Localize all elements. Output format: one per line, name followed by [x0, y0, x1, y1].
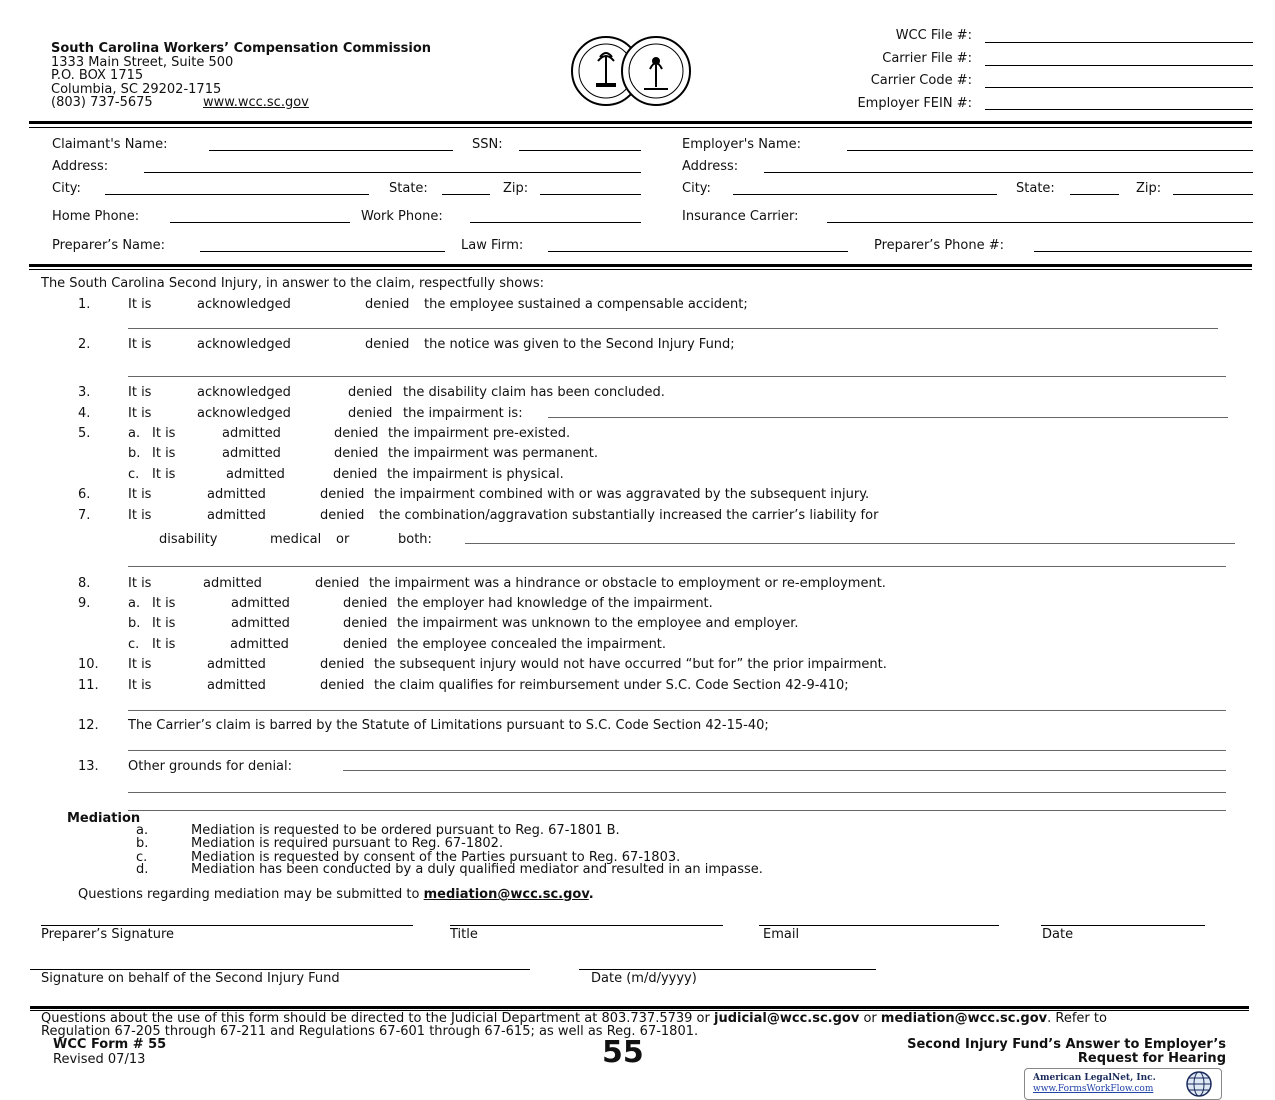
item-sub-letter: a.	[128, 596, 141, 611]
employer-state-field[interactable]	[1070, 194, 1119, 195]
claimant-address-field[interactable]	[144, 172, 641, 173]
other-grounds-field-2[interactable]	[128, 792, 1226, 793]
item-denied-option[interactable]: denied	[343, 616, 388, 631]
ssn-label: SSN:	[472, 137, 503, 152]
footer-divider	[30, 1006, 1249, 1009]
date-line[interactable]	[1041, 925, 1205, 926]
item-1-explanation-field[interactable]	[128, 328, 1218, 329]
footer-questions-prefix: Questions about the use of this form should be directed to the Judicial Department at 803.737.5739 or	[41, 1011, 710, 1026]
item-admitted-option[interactable]: admitted	[226, 467, 285, 482]
claimant-address-label: Address:	[52, 159, 109, 174]
item-it-is: It is	[152, 426, 176, 441]
item-text: the impairment is physical.	[387, 467, 564, 482]
employer-fein-field[interactable]	[985, 109, 1253, 110]
law-firm-label: Law Firm:	[461, 238, 524, 253]
item-text: the notice was given to the Second Injury Fund;	[424, 337, 735, 352]
claimant-name-field[interactable]	[209, 150, 453, 151]
org-name: South Carolina Workers’ Compensation Commission	[51, 41, 432, 56]
item-denied-option[interactable]: denied	[343, 637, 388, 652]
item-it-is: It is	[128, 337, 152, 352]
work-phone-label: Work Phone:	[361, 209, 443, 224]
item-acknowledged-option[interactable]: acknowledged	[197, 297, 291, 312]
other-grounds-field[interactable]	[343, 770, 1226, 771]
employer-address-label: Address:	[682, 159, 739, 174]
title-line[interactable]	[450, 925, 723, 926]
item-denied-option[interactable]: denied	[320, 508, 365, 523]
preparer-phone-label: Preparer’s Phone #:	[874, 238, 1004, 253]
item-number: 5.	[78, 426, 91, 441]
preparer-name-label: Preparer’s Name:	[52, 238, 166, 253]
header-divider	[29, 121, 1252, 124]
mediation-questions-prefix: Questions regarding mediation may be submitted to	[78, 887, 420, 902]
item-admitted-option[interactable]: admitted	[207, 678, 266, 693]
claimant-name-label: Claimant's Name:	[52, 137, 168, 152]
item-number: 7.	[78, 508, 91, 523]
insurance-carrier-label: Insurance Carrier:	[682, 209, 799, 224]
item-admitted-option[interactable]: admitted	[207, 487, 266, 502]
title-label: Title	[450, 927, 478, 942]
fund-date-label: Date (m/d/yyyy)	[591, 971, 697, 986]
globe-icon	[1183, 1070, 1215, 1098]
medical-option[interactable]: medical	[270, 532, 322, 547]
footer-mediation-email-link[interactable]: mediation@wcc.sc.gov	[880, 1011, 1048, 1026]
item-number: 4.	[78, 406, 91, 421]
item-admitted-option[interactable]: admitted	[222, 446, 281, 461]
mediation-option-letter: a.	[136, 823, 149, 838]
claimant-zip-field[interactable]	[540, 194, 641, 195]
item-admitted-option[interactable]: admitted	[231, 596, 290, 611]
item-denied-option[interactable]: denied	[348, 406, 393, 421]
item-text: the disability claim has been concluded.	[403, 385, 665, 400]
home-phone-label: Home Phone:	[52, 209, 140, 224]
form-title-line1: Second Injury Fund’s Answer to Employer’s	[907, 1037, 1226, 1052]
item-admitted-option[interactable]: admitted	[231, 616, 290, 631]
org-address-line1: 1333 Main Street, Suite 500	[51, 55, 234, 70]
item-13-text: Other grounds for denial:	[128, 759, 293, 774]
item-denied-option[interactable]: denied	[334, 446, 379, 461]
item-number: 12.	[78, 718, 99, 733]
mediation-questions	[78, 887, 594, 902]
preparer-signature-label: Preparer’s Signature	[41, 927, 175, 942]
item-it-is: It is	[128, 657, 152, 672]
item-it-is: It is	[128, 406, 152, 421]
item-11-explanation-field[interactable]	[128, 710, 1226, 711]
item-text: the impairment is:	[403, 406, 523, 421]
impairment-field[interactable]	[548, 417, 1228, 418]
mediation-option-b[interactable]: Mediation is required pursuant to Reg. 67-1802.	[191, 836, 504, 851]
item-it-is: It is	[128, 487, 152, 502]
email-label: Email	[763, 927, 800, 942]
email-line[interactable]	[759, 925, 999, 926]
insurance-carrier-field[interactable]	[827, 222, 1253, 223]
law-firm-field[interactable]	[548, 251, 848, 252]
employer-fein-label: Employer FEIN #:	[857, 96, 972, 111]
item-12-text: The Carrier’s claim is barred by the Statute of Limitations pursuant to S.C. Code Section 42-15-40;	[128, 718, 769, 733]
item-acknowledged-option[interactable]: acknowledged	[197, 385, 291, 400]
preparer-name-field[interactable]	[200, 251, 445, 252]
carrier-code-label: Carrier Code #:	[870, 73, 972, 88]
vendor-badge[interactable]	[1024, 1068, 1222, 1100]
mediation-questions-suffix: .	[588, 887, 594, 902]
item-it-is: It is	[128, 385, 152, 400]
item-it-is: It is	[152, 446, 176, 461]
item-7-explanation-field-2[interactable]	[128, 566, 1226, 567]
item-number: 3.	[78, 385, 91, 400]
employer-name-label: Employer's Name:	[682, 137, 801, 152]
employer-name-field[interactable]	[847, 150, 1253, 151]
item-text: the employee sustained a compensable accident;	[424, 297, 748, 312]
item-number: 6.	[78, 487, 91, 502]
item-number: 1.	[78, 297, 91, 312]
state-seal-icon	[562, 27, 700, 115]
item-number: 10.	[78, 657, 99, 672]
preparer-signature-line[interactable]	[41, 925, 413, 926]
or-word: or	[336, 532, 350, 547]
mediation-option-d[interactable]: Mediation has been conducted by a duly qualified mediator and resulted in an impasse.	[191, 862, 763, 877]
item-sub-letter: c.	[128, 637, 140, 652]
item-denied-option[interactable]: denied	[365, 297, 410, 312]
claimant-state-field[interactable]	[442, 194, 490, 195]
fund-signature-line[interactable]	[30, 969, 530, 970]
org-address-line2: P.O. BOX 1715	[51, 68, 144, 83]
employer-city-label: City:	[682, 181, 711, 196]
item-it-is: It is	[128, 297, 152, 312]
employer-city-field[interactable]	[733, 194, 997, 195]
disability-option[interactable]: disability	[159, 532, 218, 547]
mediation-option-letter: c.	[136, 850, 148, 865]
item-it-is: It is	[128, 678, 152, 693]
mediation-option-c[interactable]: Mediation is requested by consent of the Parties pursuant to Reg. 67-1803.	[191, 850, 681, 865]
item-it-is: It is	[128, 576, 152, 591]
org-phone: (803) 737-5675	[51, 95, 153, 110]
item-it-is: It is	[152, 637, 176, 652]
item-text: the employee concealed the impairment.	[397, 637, 667, 652]
org-address-line3: Columbia, SC 29202-1715	[51, 82, 222, 97]
work-phone-field[interactable]	[470, 222, 641, 223]
item-denied-option[interactable]: denied	[365, 337, 410, 352]
item-text: the impairment pre-existed.	[388, 426, 571, 441]
item-sub-letter: b.	[128, 616, 141, 631]
form-title-line2: Request for Hearing	[1077, 1051, 1226, 1066]
claimant-city-label: City:	[52, 181, 81, 196]
item-text: the combination/aggravation substantially increased the carrier’s liability for	[379, 508, 879, 523]
item-admitted-option[interactable]: admitted	[222, 426, 281, 441]
footer-regulations: Regulation 67-205 through 67-211 and Regulations 67-601 through 67-615; as well as Reg. 67-1801.	[41, 1024, 699, 1039]
other-grounds-field-3[interactable]	[128, 810, 1226, 811]
item-text: the claim qualifies for reimbursement under S.C. Code Section 42-9-410;	[374, 678, 849, 693]
item-text: the impairment was unknown to the employee and employer.	[397, 616, 799, 631]
item-number: 2.	[78, 337, 91, 352]
ssn-field[interactable]	[519, 150, 641, 151]
carrier-file-field[interactable]	[985, 65, 1253, 66]
item-denied-option[interactable]: denied	[315, 576, 360, 591]
parties-divider-thin	[29, 269, 1252, 270]
item-denied-option[interactable]: denied	[320, 657, 365, 672]
header-divider-thin	[29, 127, 1252, 128]
item-number: 13.	[78, 759, 99, 774]
fund-signature-label: Signature on behalf of the Second Injury Fund	[41, 971, 340, 986]
employer-zip-field[interactable]	[1173, 194, 1253, 195]
employer-state-label: State:	[1016, 181, 1055, 196]
home-phone-field[interactable]	[170, 222, 350, 223]
org-website-link[interactable]: www.wcc.sc.gov	[203, 95, 309, 110]
item-number: 9.	[78, 596, 91, 611]
vendor-name: American LegalNet, Inc.	[1033, 1073, 1156, 1083]
item-7-explanation-field[interactable]	[465, 543, 1235, 544]
claimant-zip-label: Zip:	[503, 181, 529, 196]
item-admitted-option[interactable]: admitted	[203, 576, 262, 591]
item-denied-option[interactable]: denied	[333, 467, 378, 482]
item-text: the subsequent injury would not have occurred “but for” the prior impairment.	[374, 657, 887, 672]
preparer-phone-field[interactable]	[1034, 251, 1252, 252]
item-sub-letter: a.	[128, 426, 141, 441]
item-acknowledged-option[interactable]: acknowledged	[197, 406, 291, 421]
item-text: the impairment was permanent.	[388, 446, 599, 461]
item-it-is: It is	[152, 616, 176, 631]
item-denied-option[interactable]: denied	[320, 678, 365, 693]
parties-divider	[29, 264, 1252, 267]
mediation-heading: Mediation	[67, 811, 141, 826]
big-form-number: 55	[602, 1035, 644, 1070]
item-sub-letter: b.	[128, 446, 141, 461]
mediation-email-link[interactable]: mediation@wcc.sc.gov	[423, 887, 589, 902]
item-sub-letter: c.	[128, 467, 140, 482]
vendor-url[interactable]: www.FormsWorkFlow.com	[1033, 1084, 1154, 1094]
item-number: 8.	[78, 576, 91, 591]
fund-date-line[interactable]	[579, 969, 876, 970]
footer-refer: . Refer to	[1047, 1011, 1107, 1026]
item-2-explanation-field[interactable]	[128, 376, 1226, 377]
answer-intro: The South Carolina Second Injury, in answer to the claim, respectfully shows:	[41, 276, 544, 291]
employer-address-field[interactable]	[764, 172, 1253, 173]
form-number: WCC Form # 55	[53, 1037, 167, 1052]
footer-or: or	[863, 1011, 877, 1026]
both-option[interactable]: both:	[398, 532, 432, 547]
carrier-file-label: Carrier File #:	[882, 51, 972, 66]
item-denied-option[interactable]: denied	[320, 487, 365, 502]
item-it-is: It is	[152, 467, 176, 482]
item-text: the impairment was a hindrance or obstacle to employment or re-employment.	[369, 576, 886, 591]
mediation-option-letter: d.	[136, 862, 149, 877]
item-admitted-option[interactable]: admitted	[207, 508, 266, 523]
claimant-city-field[interactable]	[105, 194, 369, 195]
wcc-file-label: WCC File #:	[895, 28, 972, 43]
item-12-explanation-field[interactable]	[128, 750, 1226, 751]
mediation-option-letter: b.	[136, 836, 149, 851]
item-text: the employer had knowledge of the impairment.	[397, 596, 713, 611]
mediation-option-a[interactable]: Mediation is requested to be ordered pursuant to Reg. 67-1801 B.	[191, 823, 620, 838]
claimant-state-label: State:	[389, 181, 428, 196]
item-acknowledged-option[interactable]: acknowledged	[197, 337, 291, 352]
item-it-is: It is	[152, 596, 176, 611]
item-admitted-option[interactable]: admitted	[230, 637, 289, 652]
wcc-file-field[interactable]	[985, 42, 1253, 43]
employer-zip-label: Zip:	[1136, 181, 1162, 196]
item-denied-option[interactable]: denied	[348, 385, 393, 400]
item-denied-option[interactable]: denied	[343, 596, 388, 611]
carrier-code-field[interactable]	[985, 87, 1253, 88]
item-number: 11.	[78, 678, 99, 693]
date-label: Date	[1042, 927, 1074, 942]
item-admitted-option[interactable]: admitted	[207, 657, 266, 672]
revised-date: Revised 07/13	[53, 1052, 146, 1067]
item-denied-option[interactable]: denied	[334, 426, 379, 441]
item-it-is: It is	[128, 508, 152, 523]
item-text: the impairment combined with or was aggravated by the subsequent injury.	[374, 487, 870, 502]
judicial-email-link[interactable]: judicial@wcc.sc.gov	[714, 1011, 860, 1026]
